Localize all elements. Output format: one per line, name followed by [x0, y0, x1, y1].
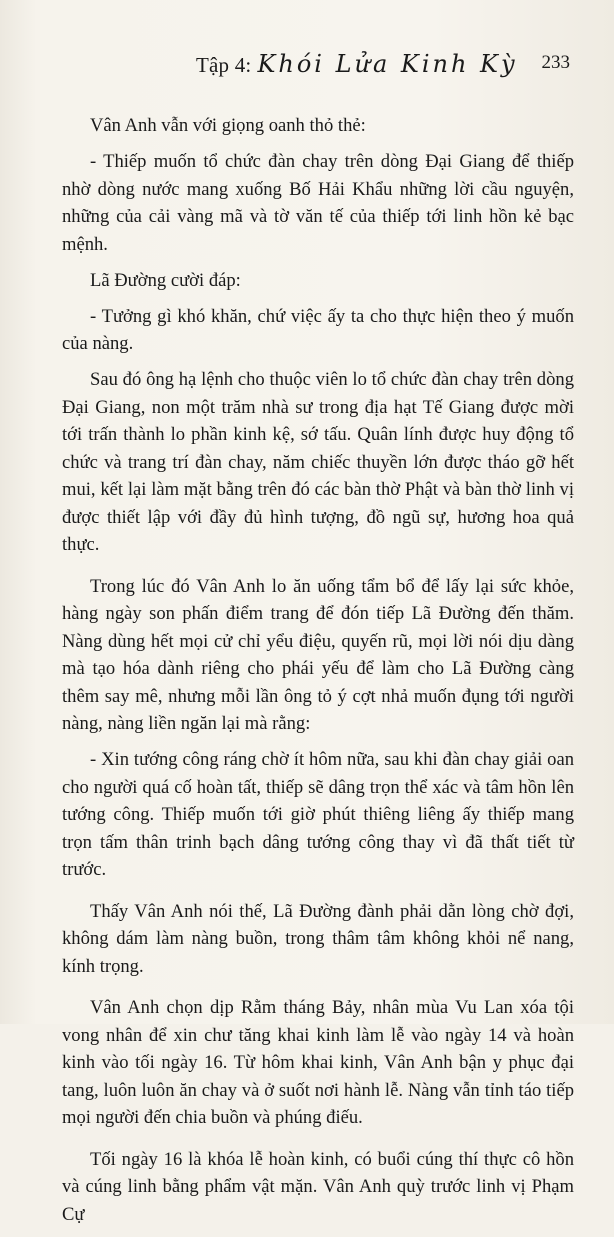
- paragraph: Vân Anh chọn dịp Rằm tháng Bảy, nhân mùa Vu Lan xóa tội vong nhân để xin chư tăng khai kinh làm lễ vào ngày 14 và hoàn kinh vào tối ngày 16. Từ hôm khai kinh, Vân Anh bận y phục đại tang, luôn luôn ăn chay và ở suốt nơi hành lễ. Nàng vẫn tỉnh táo tiếp mọi người đến chia buồn và phúng điếu.: [62, 997, 574, 1128]
- page-number: 233: [541, 52, 570, 73]
- paragraph: Sau đó ông hạ lệnh cho thuộc viên lo tổ chức đàn chay trên dòng Đại Giang, non một trăm nhà sư trong địa hạt Tế Giang được mời tới trấn thành lo phần kinh kệ, sớ tấu. Quân lính được huy động tổ chức và trang trí đàn chay, năm chiếc thuyền lớn được tháo gỡ hết mui, kết lại làm mặt bằng trên đó các bàn thờ Phật và bàn thờ linh vị được thiết lập với đầy đủ hình tượng, đồ ngũ sự, hương hoa quả thực.: [62, 369, 574, 555]
- paragraph: - Tưởng gì khó khăn, chứ việc ấy ta cho thực hiện theo ý muốn của nàng.: [62, 305, 574, 354]
- volume-title: Khói Lửa Kinh Kỳ: [257, 50, 518, 78]
- paragraph: Lã Đường cười đáp:: [90, 269, 241, 291]
- paragraph: Tối ngày 16 là khóa lễ hoàn kinh, có buổi cúng thí thực cô hồn và cúng linh bằng phẩm vật mặn. Vân Anh quỳ trước linh vị Phạm Cự: [62, 1148, 574, 1225]
- paragraph: Thấy Vân Anh nói thế, Lã Đường đành phải dằn lòng chờ đợi, không dám làm nàng buồn, trong thâm tâm không khỏi nể nang, kính trọng.: [62, 900, 574, 977]
- paragraph: - Thiếp muốn tổ chức đàn chay trên dòng Đại Giang để thiếp nhờ dòng nước mang xuống Bố Hải Khẩu những lời cầu nguyện, những của cải vàng mã và tờ văn tế của thiếp tới linh hồn kẻ bạc mệnh.: [62, 151, 574, 255]
- header-title: [196, 50, 518, 78]
- paragraph: Trong lúc đó Vân Anh lo ăn uống tẩm bổ để lấy lại sức khỏe, hàng ngày son phấn điểm trang để đón tiếp Lã Đường đến thăm. Nàng dùng hết mọi cử chỉ yểu điệu, quyến rũ, mọi lời nói dịu dàng mà tạo hóa dành riêng cho phái yếu để làm cho Lã Đường càng thêm say mê, nhưng mỗi lần ông tỏ ý cợt nhả muốn đụng tới người nàng, nàng liền ngăn lại mà rằng:: [62, 575, 574, 734]
- volume-label: Tập 4:: [196, 53, 252, 77]
- paragraph: Vân Anh vẫn với giọng oanh thỏ thẻ:: [90, 115, 366, 136]
- body-text: [62, 112, 574, 1237]
- paragraph: - Xin tướng công ráng chờ ít hôm nữa, sau khi đàn chay giải oan cho người quá cố hoàn tất, thiếp sẽ dâng trọn thể xác và tâm hồn lên tướng công. Thiếp muốn tới giờ phút thiêng liêng ấy thiếp mang trọn tấm thân trinh bạch dâng tướng công thay vì đã thất tiết từ trước.: [62, 749, 574, 880]
- running-header: [0, 44, 614, 84]
